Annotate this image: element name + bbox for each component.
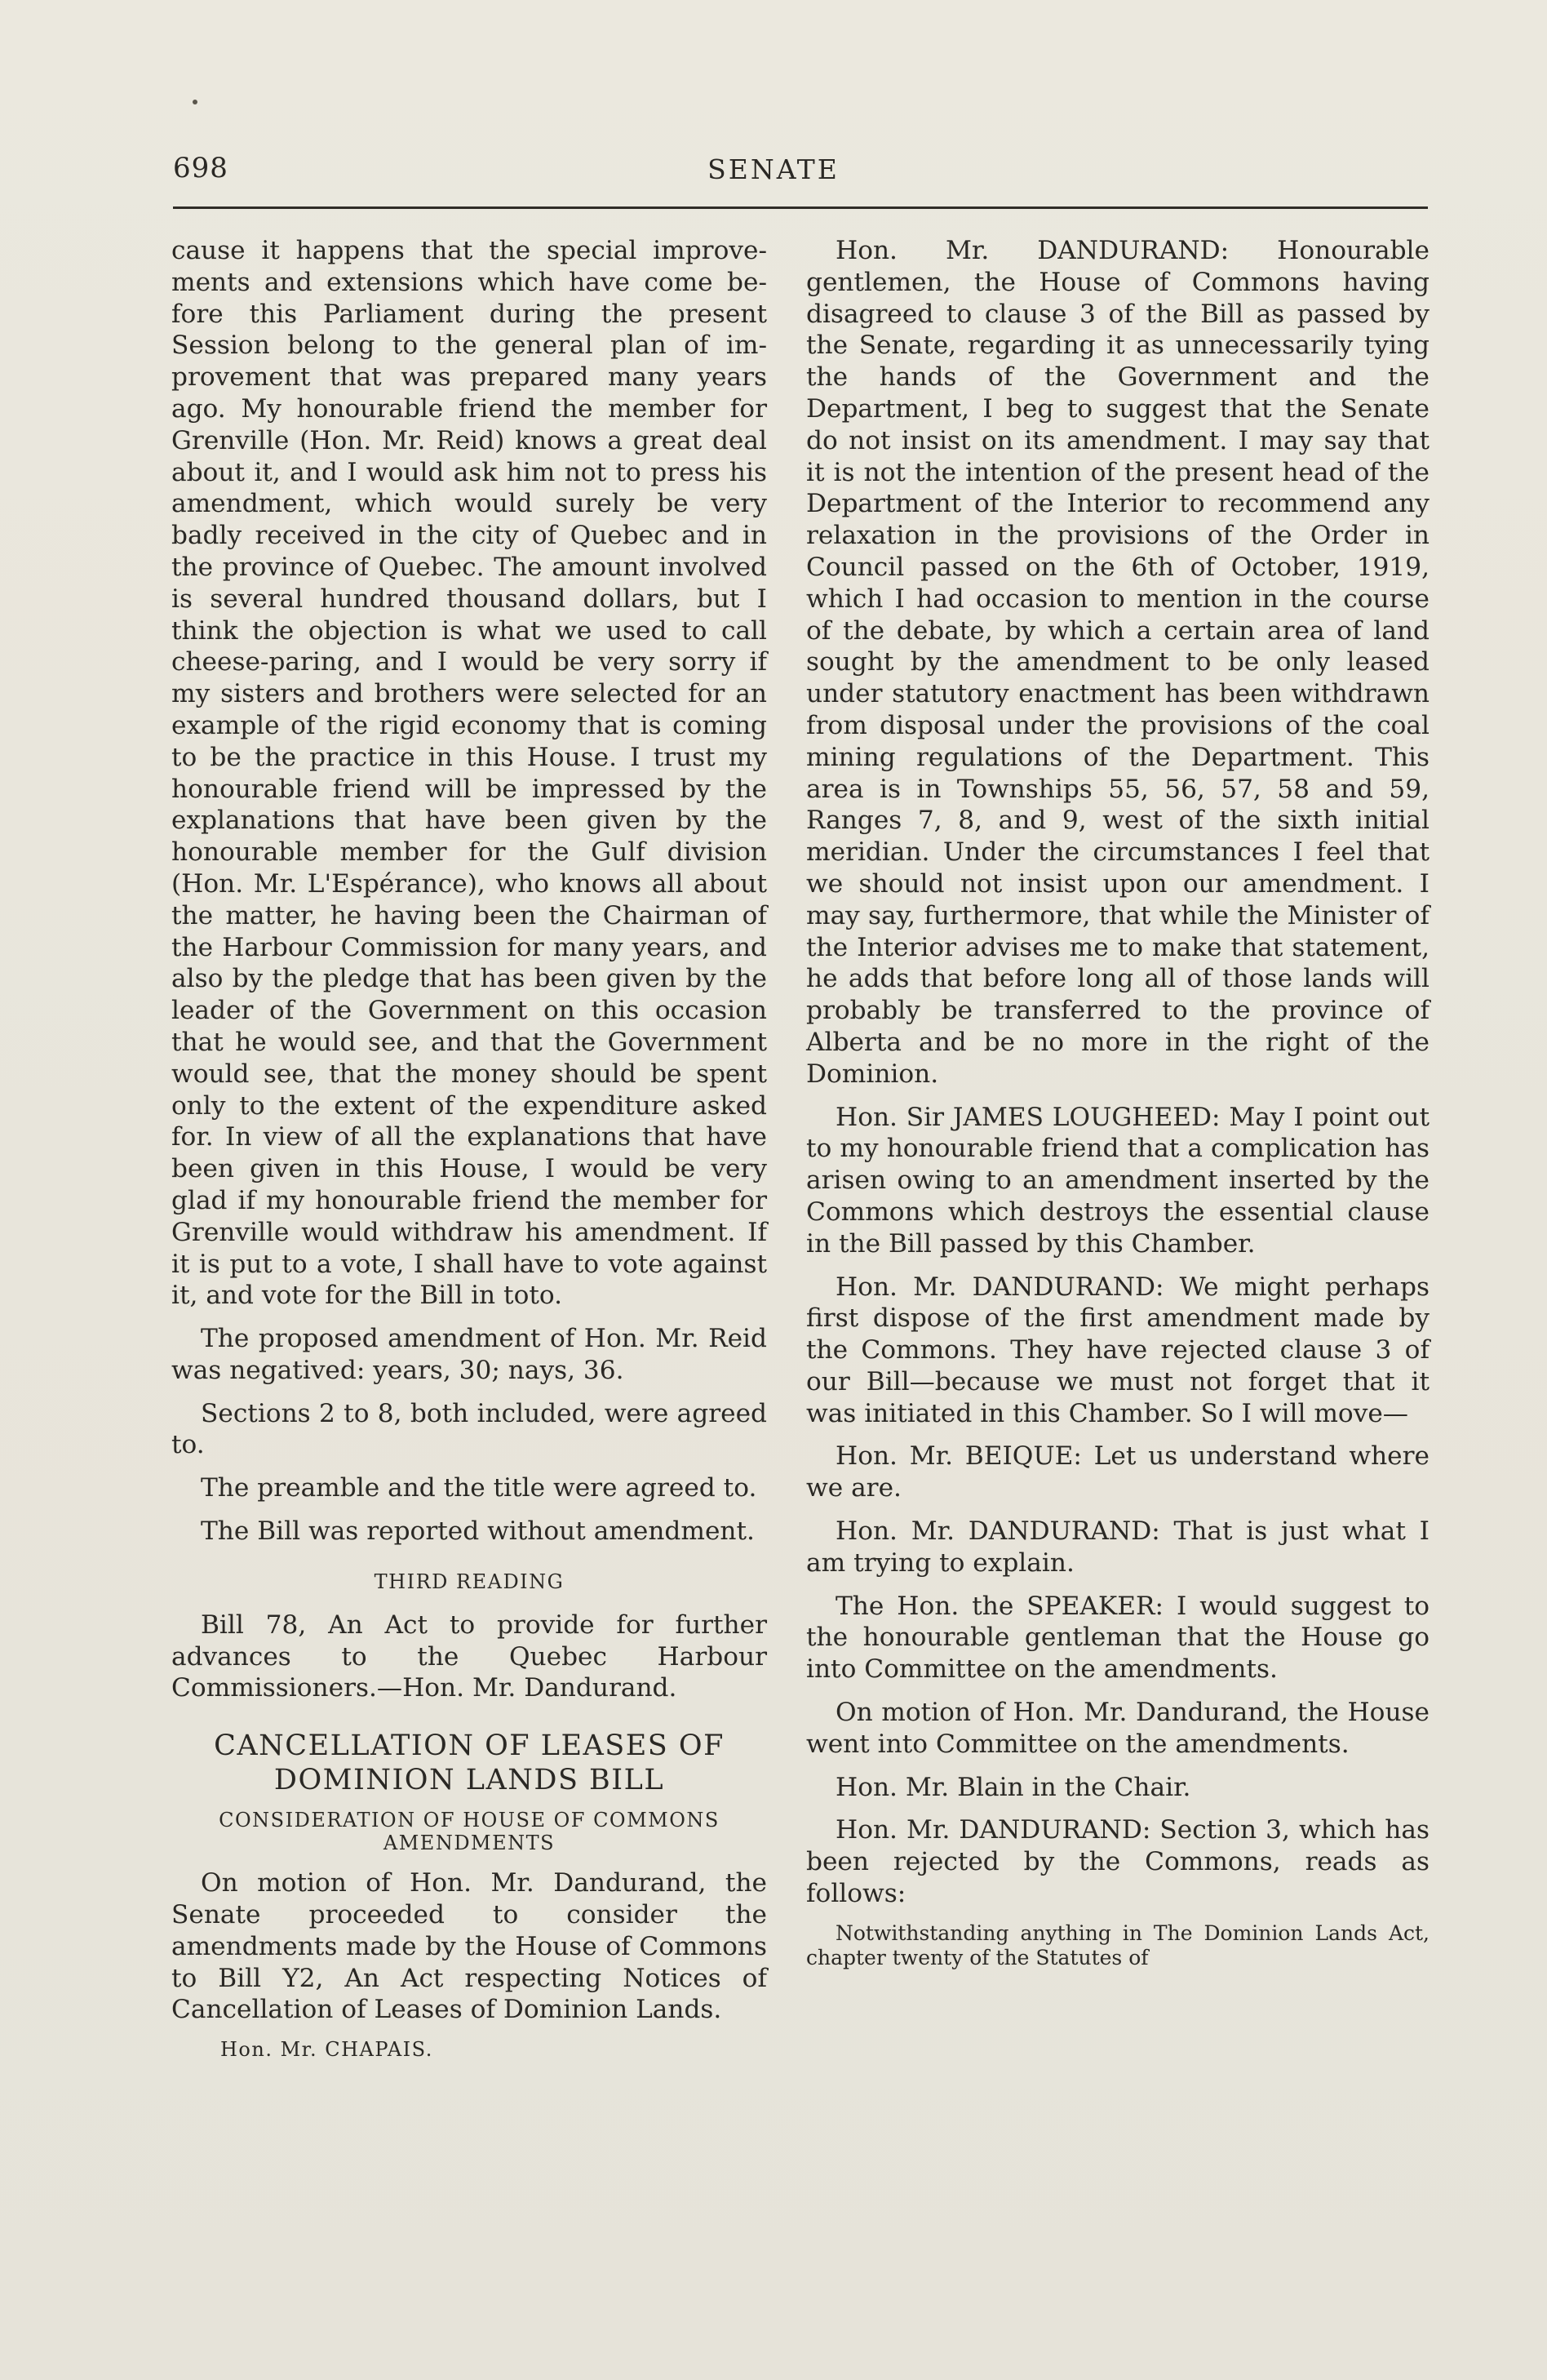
paragraph: Hon. Mr. Blain in the Chair. xyxy=(836,1772,1191,1802)
paragraph: Hon. Mr. DANDURAND: We might perhaps first dispose of the first amendment made by the Commons. They have rejected clause 3 of our Bill—because we must not forget that it was initiated in this Chamber. So I will move— xyxy=(806,1272,1430,1428)
paragraph: Bill 78, An Act to provide for further advances to the Quebec Harbour Commissioners.—Hon. Mr. Dandurand. xyxy=(171,1610,767,1703)
section-subheading: CONSIDERATION OF HOUSE OF COMMONS AMENDMENTS xyxy=(219,1809,720,1855)
header-rule xyxy=(173,206,1428,209)
section-subheading: THIRD READING xyxy=(374,1570,565,1593)
paragraph: cause it happens that the special improvements and extensions which have come before this Parliament during the present Session belong to the general plan of improvement that was prepared many years ago. My honourable friend the member for Grenville (Hon. Mr. Reid) knows a great deal about it, and I would ask him not to press his amendment, which would surely be very badly received in the city of Quebec and in the province of Quebec. The amount involved is several hundred thousand dollars, but I think the objection is what we used to call cheese-paring, and I would be very sorry if my sisters and brothers were selected for an example of the rigid economy that is coming to be the practice in this House. I trust my honourable friend will be impressed by the explanations that have been given by the honourable member for the Gulf division (Hon. Mr. L'Espérance), who knows all about the matter, he having been the Chairman of the Harbour Commission for many years, and also by the pledge that has been given by the leader of the Government on this occasion that he would see, and that the Government would see, that the money should be spent only to the extent of the expenditure asked for. In view of all the explanations that have been given in this House, I would be very glad if my honourable friend the member for Grenville would withdraw his amendment. If it is put to a vote, I shall have to vote against it, and vote for the Bill in toto. xyxy=(171,236,767,1311)
section-headline: CANCELLATION OF LEASES OF DOMINION LANDS BILL xyxy=(214,1729,725,1797)
right-column xyxy=(806,235,1430,1982)
left-column xyxy=(171,235,767,2062)
paragraph: Hon. Mr. DANDURAND: Section 3, which has been rejected by the Commons, reads as follows: xyxy=(806,1815,1430,1909)
paragraph: The Bill was reported without amendment. xyxy=(201,1516,755,1547)
paragraph: On motion of Hon. Mr. Dandurand, the House went into Committee on the amendments. xyxy=(806,1698,1430,1759)
running-head: SENATE xyxy=(707,153,840,185)
page-number: 698 xyxy=(173,152,228,184)
paragraph: The proposed amendment of Hon. Mr. Reid was negatived: years, 30; nays, 36. xyxy=(171,1324,767,1385)
paragraph: On motion of Hon. Mr. Dandurand, the Senate proceeded to consider the amendments made by the House of Commons to Bill Y2, An Act respecting Notices of Cancellation of Leases of Dominion Lands. xyxy=(171,1868,767,2025)
paragraph: Hon. Mr. DANDURAND: That is just what I am trying to explain. xyxy=(806,1516,1430,1578)
paragraph: Hon. Sir JAMES LOUGHEED: May I point out to my honourable friend that a complication has arisen owing to an amendment inserted by the Commons which destroys the essential clause in the Bill passed by this Chamber. xyxy=(806,1102,1430,1259)
paragraph: The preamble and the title were agreed to. xyxy=(201,1473,757,1503)
paragraph: Hon. Mr. DANDURAND: Honourable gentlemen, the House of Commons having disagreed to clause 3 of the Bill as passed by the Senate, regarding it as unnecessarily tying the hands of the Government and the Department, I beg to suggest that the Senate do not insist on its amendment. I may say that it is not the intention of the present head of the Department of the Interior to recommend any relaxation in the provisions of the Order in Council passed on the 6th of October, 1919, which I had occasion to mention in the course of the debate, by which a certain area of land sought by the amendment to be only leased under statutory enactment has been withdrawn from disposal under the provisions of the coal mining regulations of the Department. This area is in Townships 55, 56, 57, 58 and 59, Ranges 7, 8, and 9, west of the sixth initial meridian. Under the circumstances I feel that we should not insist upon our amendment. I may say, furthermore, that while the Minister of the Interior advises me to make that statement, he adds that before long all of those lands will probably be transferred to the province of Alberta and be no more in the right of the Dominion. xyxy=(806,236,1430,1089)
paragraph: The Hon. the SPEAKER: I would suggest to the honourable gentleman that the House go into Committee on the amendments. xyxy=(806,1591,1430,1685)
paragraph: Sections 2 to 8, both included, were agreed to. xyxy=(171,1398,767,1460)
quoted-clause: Notwithstanding anything in The Dominion Lands Act, chapter twenty of the Statutes of xyxy=(806,1920,1430,1969)
page-footer-name: Hon. Mr. CHAPAIS. xyxy=(220,2038,433,2062)
scan-speck xyxy=(193,100,197,104)
paragraph: Hon. Mr. BEIQUE: Let us understand where we are. xyxy=(806,1441,1430,1503)
